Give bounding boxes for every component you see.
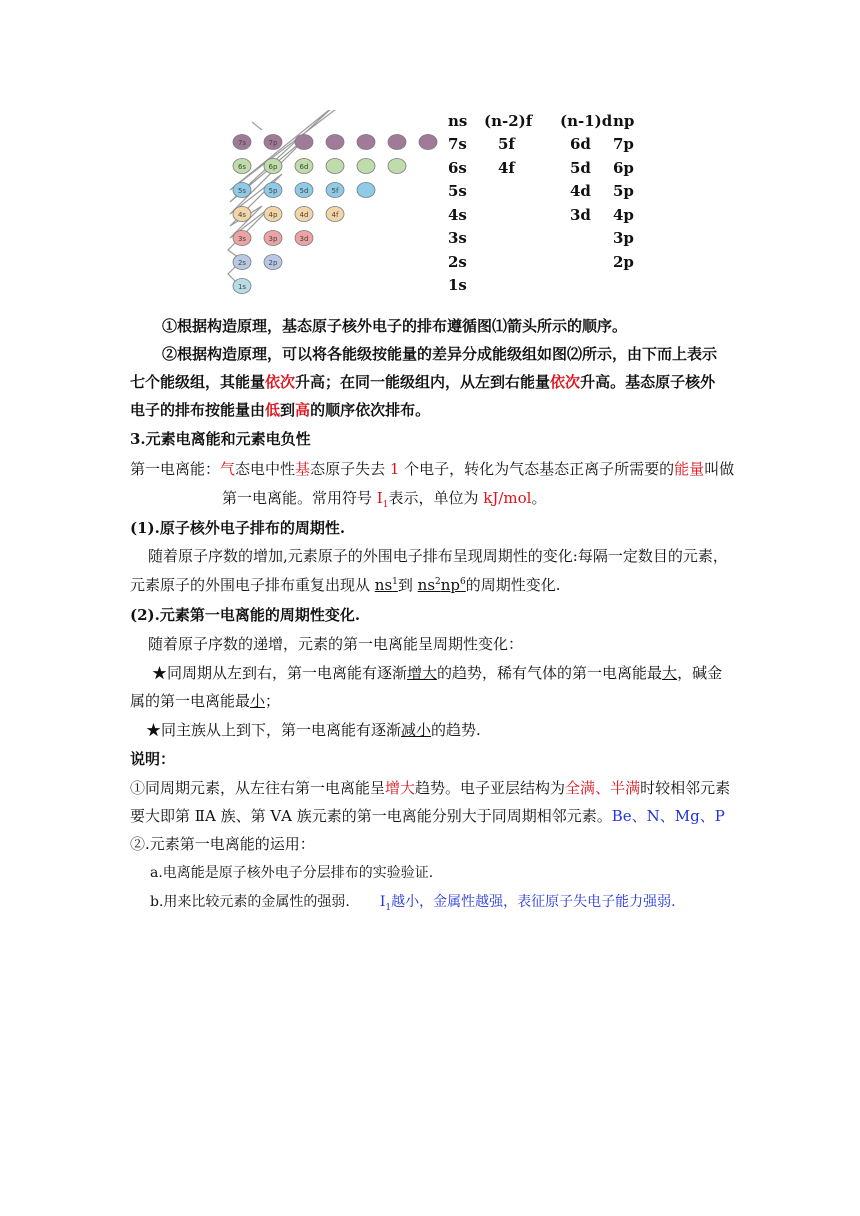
level-cell: 2p: [613, 252, 634, 271]
principle-2-line2: 七个能级组，其能量依次升高；在同一能级组内，从左到右能量依次升高。基态原子核外: [130, 373, 716, 391]
level-cell: 4p: [613, 205, 634, 224]
level-column-header: (n-2)f: [484, 112, 533, 130]
orbital-label: 2s: [237, 259, 247, 267]
subsection-1-heading: (1).原子核外电子排布的周期性.: [130, 519, 346, 537]
level-cell: 4s: [448, 205, 467, 224]
level-cell: 4d: [570, 182, 591, 200]
orbital-label: 2p: [268, 259, 278, 267]
orbital-circle: [419, 135, 437, 150]
orbital-circle: [388, 135, 406, 150]
level-cell: 7p: [613, 135, 634, 153]
level-cell: 5f: [498, 135, 515, 153]
orbital-label: 4f: [331, 211, 339, 219]
orbital-circle: [357, 159, 375, 174]
orbital-label: 6s: [237, 163, 247, 171]
level-cell: 6p: [613, 158, 634, 177]
orbital-label: 3s: [237, 235, 247, 243]
orbital-circle: [326, 135, 344, 150]
note-line1: ①同周期元素，从左往右第一电离能呈增大趋势。电子亚层结构为全满、半满时较相邻元素: [130, 779, 731, 797]
level-cell: 6s: [448, 158, 467, 177]
orbital-label: 3d: [299, 235, 309, 243]
level-cell: 7s: [448, 135, 467, 153]
level-cell: 3s: [448, 229, 467, 247]
orbital-circle: [326, 159, 344, 174]
principle-1: ①根据构造原理，基态原子核外电子的排布遵循图⑴箭头所示的顺序。: [162, 317, 628, 335]
level-cell: 1s: [448, 276, 467, 294]
ionization-definition-2: 第一电离能。常用符号 $I_1$表示，单位为 kJ/mol。: [222, 489, 547, 510]
orbital-label: 7p: [268, 139, 278, 147]
orbital-label: 4s: [237, 211, 247, 219]
orbital-label: 4p: [268, 211, 278, 219]
level-column-header: np: [613, 112, 635, 130]
note-line2: 要大即第 ⅡA 族、第 ⅤA 族元素的第一电离能分别大于同周期相邻元素。Be、N、Mg、P: [130, 807, 725, 825]
level-column-header: (n-1)d: [560, 112, 613, 130]
level-cell: 3p: [613, 229, 634, 247]
principle-2-line1: ②根据构造原理，可以将各能级按能量的差异分成能级组如图⑵所示，由下而上表示: [162, 345, 718, 363]
orbital-circle: [357, 135, 375, 150]
level-column-header: ns: [448, 112, 468, 130]
note-line4: a.电离能是原子核外电子分层排布的实验验证.: [150, 865, 434, 881]
orbital-label: 5d: [299, 187, 309, 195]
subsection-1-line1: 随着原子序数的增加,元素原子的外围电子排布呈现周期性的变化:每隔一定数目的元素，: [148, 547, 728, 565]
note-heading: 说明：: [130, 750, 176, 768]
subsection-2-line2: ★同周期从左到右，第一电离能有逐渐增大的趋势，稀有气体的第一电离能最大，碱金: [152, 664, 723, 682]
ionization-definition-1: 第一电离能：气态电中性基态原子失去 1 个电子，转化为气态基态正离子所需要的能量叫做: [130, 460, 735, 478]
level-cell: 4f: [498, 158, 515, 177]
level-cell: 3d: [570, 205, 591, 224]
subsection-2-heading: (2).元素第一电离能的周期性变化.: [130, 606, 361, 624]
aufbau-diagram: [222, 110, 442, 300]
orbital-label: 5f: [331, 187, 339, 195]
level-cell: 5s: [448, 182, 467, 200]
orbital-label: 3p: [268, 235, 278, 243]
note-line3: ②.元素第一电离能的运用：: [130, 835, 315, 853]
note-line5: b.用来比较元素的金属性的强弱. $I_1$越小，金属性越强，表征原子失电子能力强弱.: [150, 894, 676, 913]
subsection-1-line2: 元素原子的外围电子排布重复出现从 $ns^1$到 $ns^2np^6$的周期性变化.: [130, 576, 561, 594]
level-cell: 5p: [613, 182, 634, 200]
orbital-label: 6d: [299, 163, 309, 171]
level-cell: 6d: [570, 135, 591, 153]
section-3-heading: 3.元素电离能和元素电负性: [130, 430, 311, 448]
orbital-label: 5s: [237, 187, 247, 195]
level-cell: 2s: [448, 252, 467, 271]
orbital-label: 6p: [268, 163, 278, 171]
orbital-circle: [357, 183, 375, 198]
subsection-2-line1: 随着原子序数的递增，元素的第一电离能呈周期性变化：: [148, 635, 524, 653]
orbital-label: 5p: [268, 187, 278, 195]
subsection-2-line3: 属的第一电离能最小；: [130, 692, 281, 710]
subsection-2-line4: ★同主族从上到下，第一电离能有逐渐减小的趋势.: [146, 721, 481, 739]
orbital-circle: [295, 135, 313, 150]
orbital-label: 7s: [237, 139, 247, 147]
level-cell: 5d: [570, 158, 591, 177]
orbital-label: 1s: [237, 283, 247, 291]
orbital-circle: [388, 159, 406, 174]
orbital-label: 4d: [299, 211, 309, 219]
principle-2-line3: 电子的排布按能量由低到高的顺序依次排布。: [130, 401, 431, 419]
